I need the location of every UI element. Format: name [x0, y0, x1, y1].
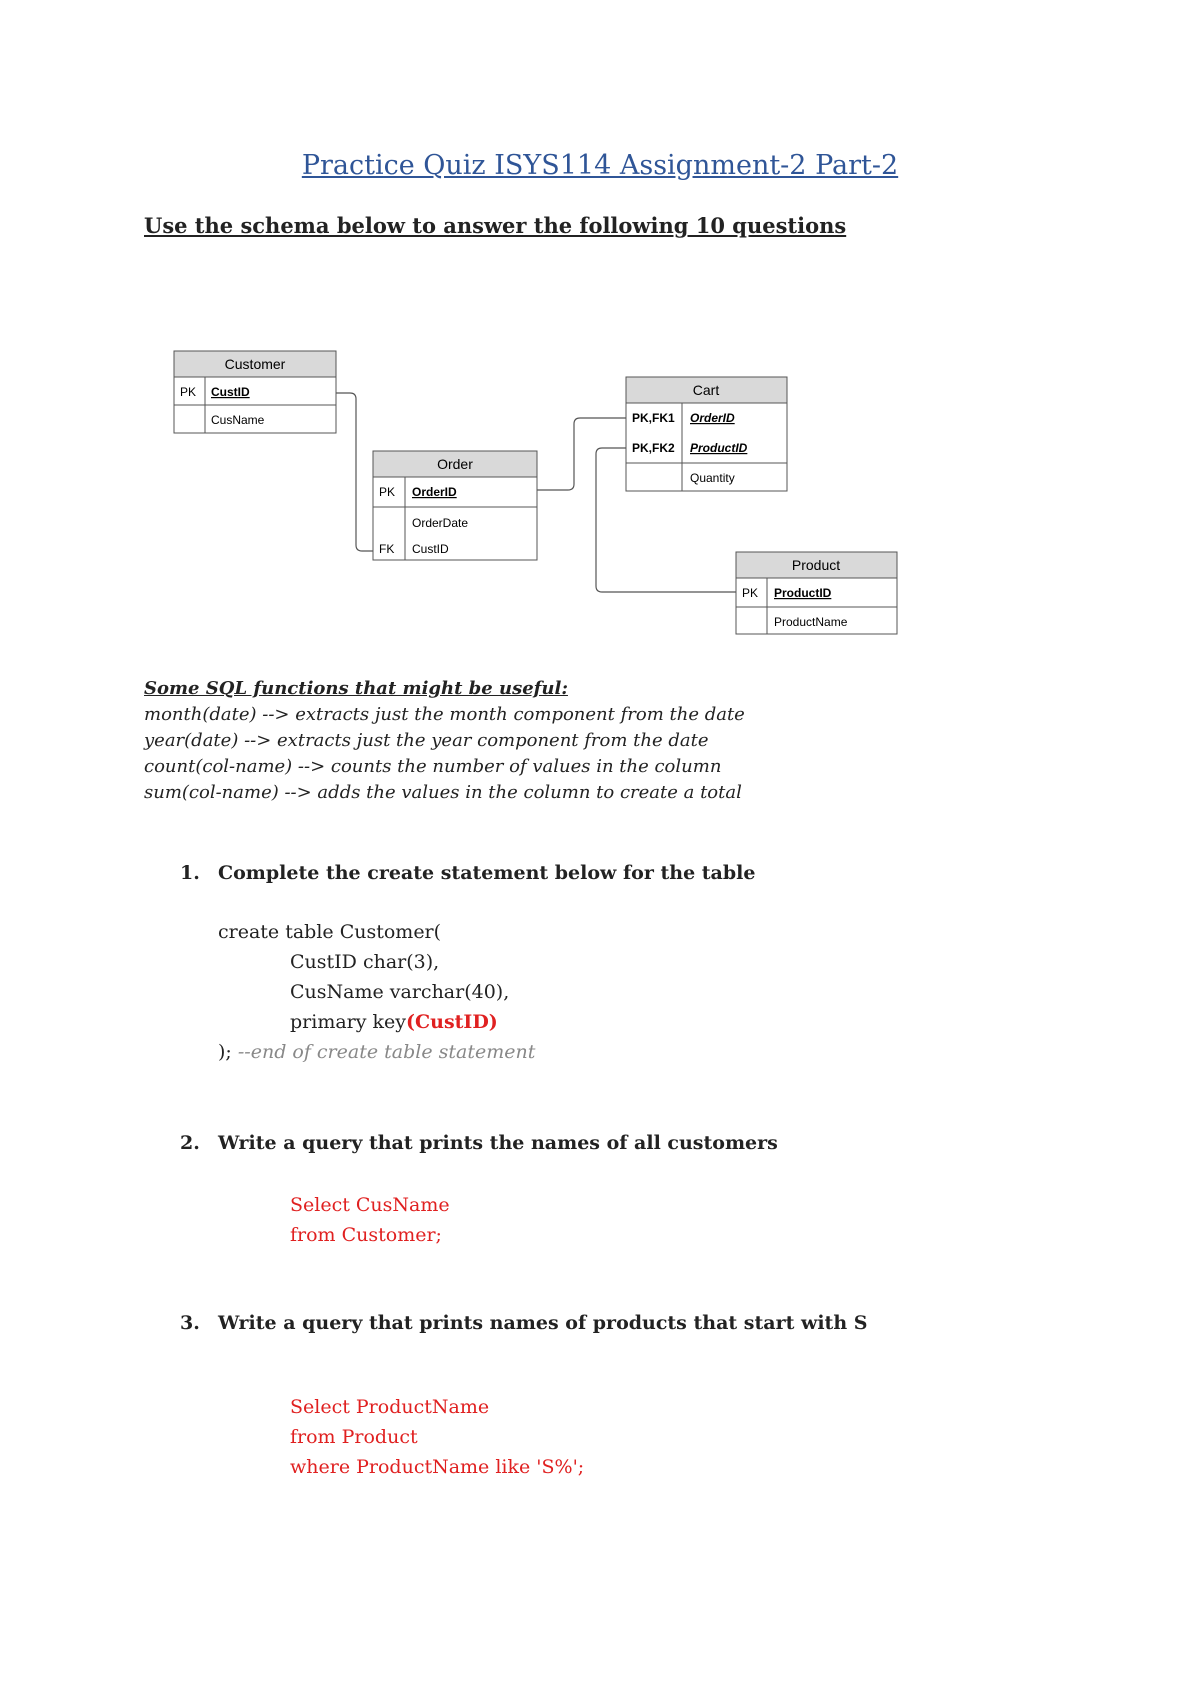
field-name: ProductID [690, 441, 748, 455]
code-line [218, 1037, 535, 1067]
customer-table [174, 351, 336, 433]
question-number: 1. [180, 862, 200, 884]
question-2 [180, 1132, 778, 1154]
question-number: 2. [180, 1132, 200, 1154]
instructions-heading: Use the schema below to answer the following 10 questions [144, 213, 847, 238]
question-text: Write a query that prints names of products that start with S [218, 1312, 868, 1334]
field-name: CusName [211, 413, 265, 427]
sql-function-line: month(date) --> extracts just the month component from the date [144, 704, 745, 725]
code-line: CusName varchar(40), [290, 981, 510, 1003]
code-text: ); [218, 1041, 232, 1063]
question-number: 3. [180, 1312, 200, 1334]
answer-line: from Customer; [290, 1224, 442, 1246]
key-label: PK [379, 485, 396, 499]
code-comment: --end of create table statement [231, 1041, 536, 1063]
page-title: Practice Quiz ISYS114 Assignment-2 Part-2 [301, 150, 899, 181]
schema-diagram [0, 0, 1200, 700]
answer-line: Select CusName [290, 1194, 450, 1216]
question-text: Write a query that prints the names of all customers [218, 1132, 778, 1154]
answer-line: where ProductName like 'S%'; [290, 1456, 585, 1478]
key-label: PK [180, 385, 197, 399]
field-name: Quantity [690, 471, 735, 485]
product-table [736, 552, 897, 634]
code-line: create table Customer( [218, 921, 442, 943]
code-line: CustID char(3), [290, 951, 440, 973]
field-name: CustID [412, 542, 449, 556]
field-name: OrderID [412, 485, 457, 499]
order-table [373, 451, 537, 560]
code-line [218, 1007, 535, 1037]
table-title: Cart [692, 382, 720, 398]
sql-function-line: count(col-name) --> counts the number of values in the column [144, 756, 722, 777]
answer-block [290, 1190, 450, 1250]
sql-functions-block [144, 676, 745, 806]
key-label: PK,FK1 [632, 411, 675, 425]
code-text: ( [406, 1011, 416, 1033]
create-table-code [218, 917, 535, 1067]
customer-order-link [336, 393, 373, 551]
question-text: Complete the create statement below for the table [218, 862, 756, 884]
key-label: PK,FK2 [632, 441, 675, 455]
cart-table [626, 377, 787, 491]
key-label: FK [379, 542, 395, 556]
question-3 [180, 1312, 867, 1334]
field-name: ProductName [774, 615, 848, 629]
answer-line: Select ProductName [290, 1396, 490, 1418]
sql-function-line: sum(col-name) --> adds the values in the column to create a total [144, 782, 742, 803]
question-1 [180, 862, 755, 884]
key-label: PK [742, 586, 759, 600]
field-name: CustID [211, 385, 250, 399]
answer-block [290, 1392, 584, 1482]
answer-line: from Product [290, 1426, 418, 1448]
table-title: Product [791, 557, 841, 573]
field-name: ProductID [774, 586, 832, 600]
answer-text: CustID) [415, 1011, 498, 1033]
field-name: OrderDate [412, 516, 469, 530]
code-text: primary key [290, 1011, 407, 1033]
field-name: OrderID [690, 411, 735, 425]
table-title: Order [437, 456, 473, 472]
sql-functions-heading: Some SQL functions that might be useful: [144, 678, 568, 699]
sql-function-line: year(date) --> extracts just the year component from the date [144, 730, 709, 751]
table-title: Customer [224, 356, 286, 372]
order-cart-link [537, 418, 626, 490]
